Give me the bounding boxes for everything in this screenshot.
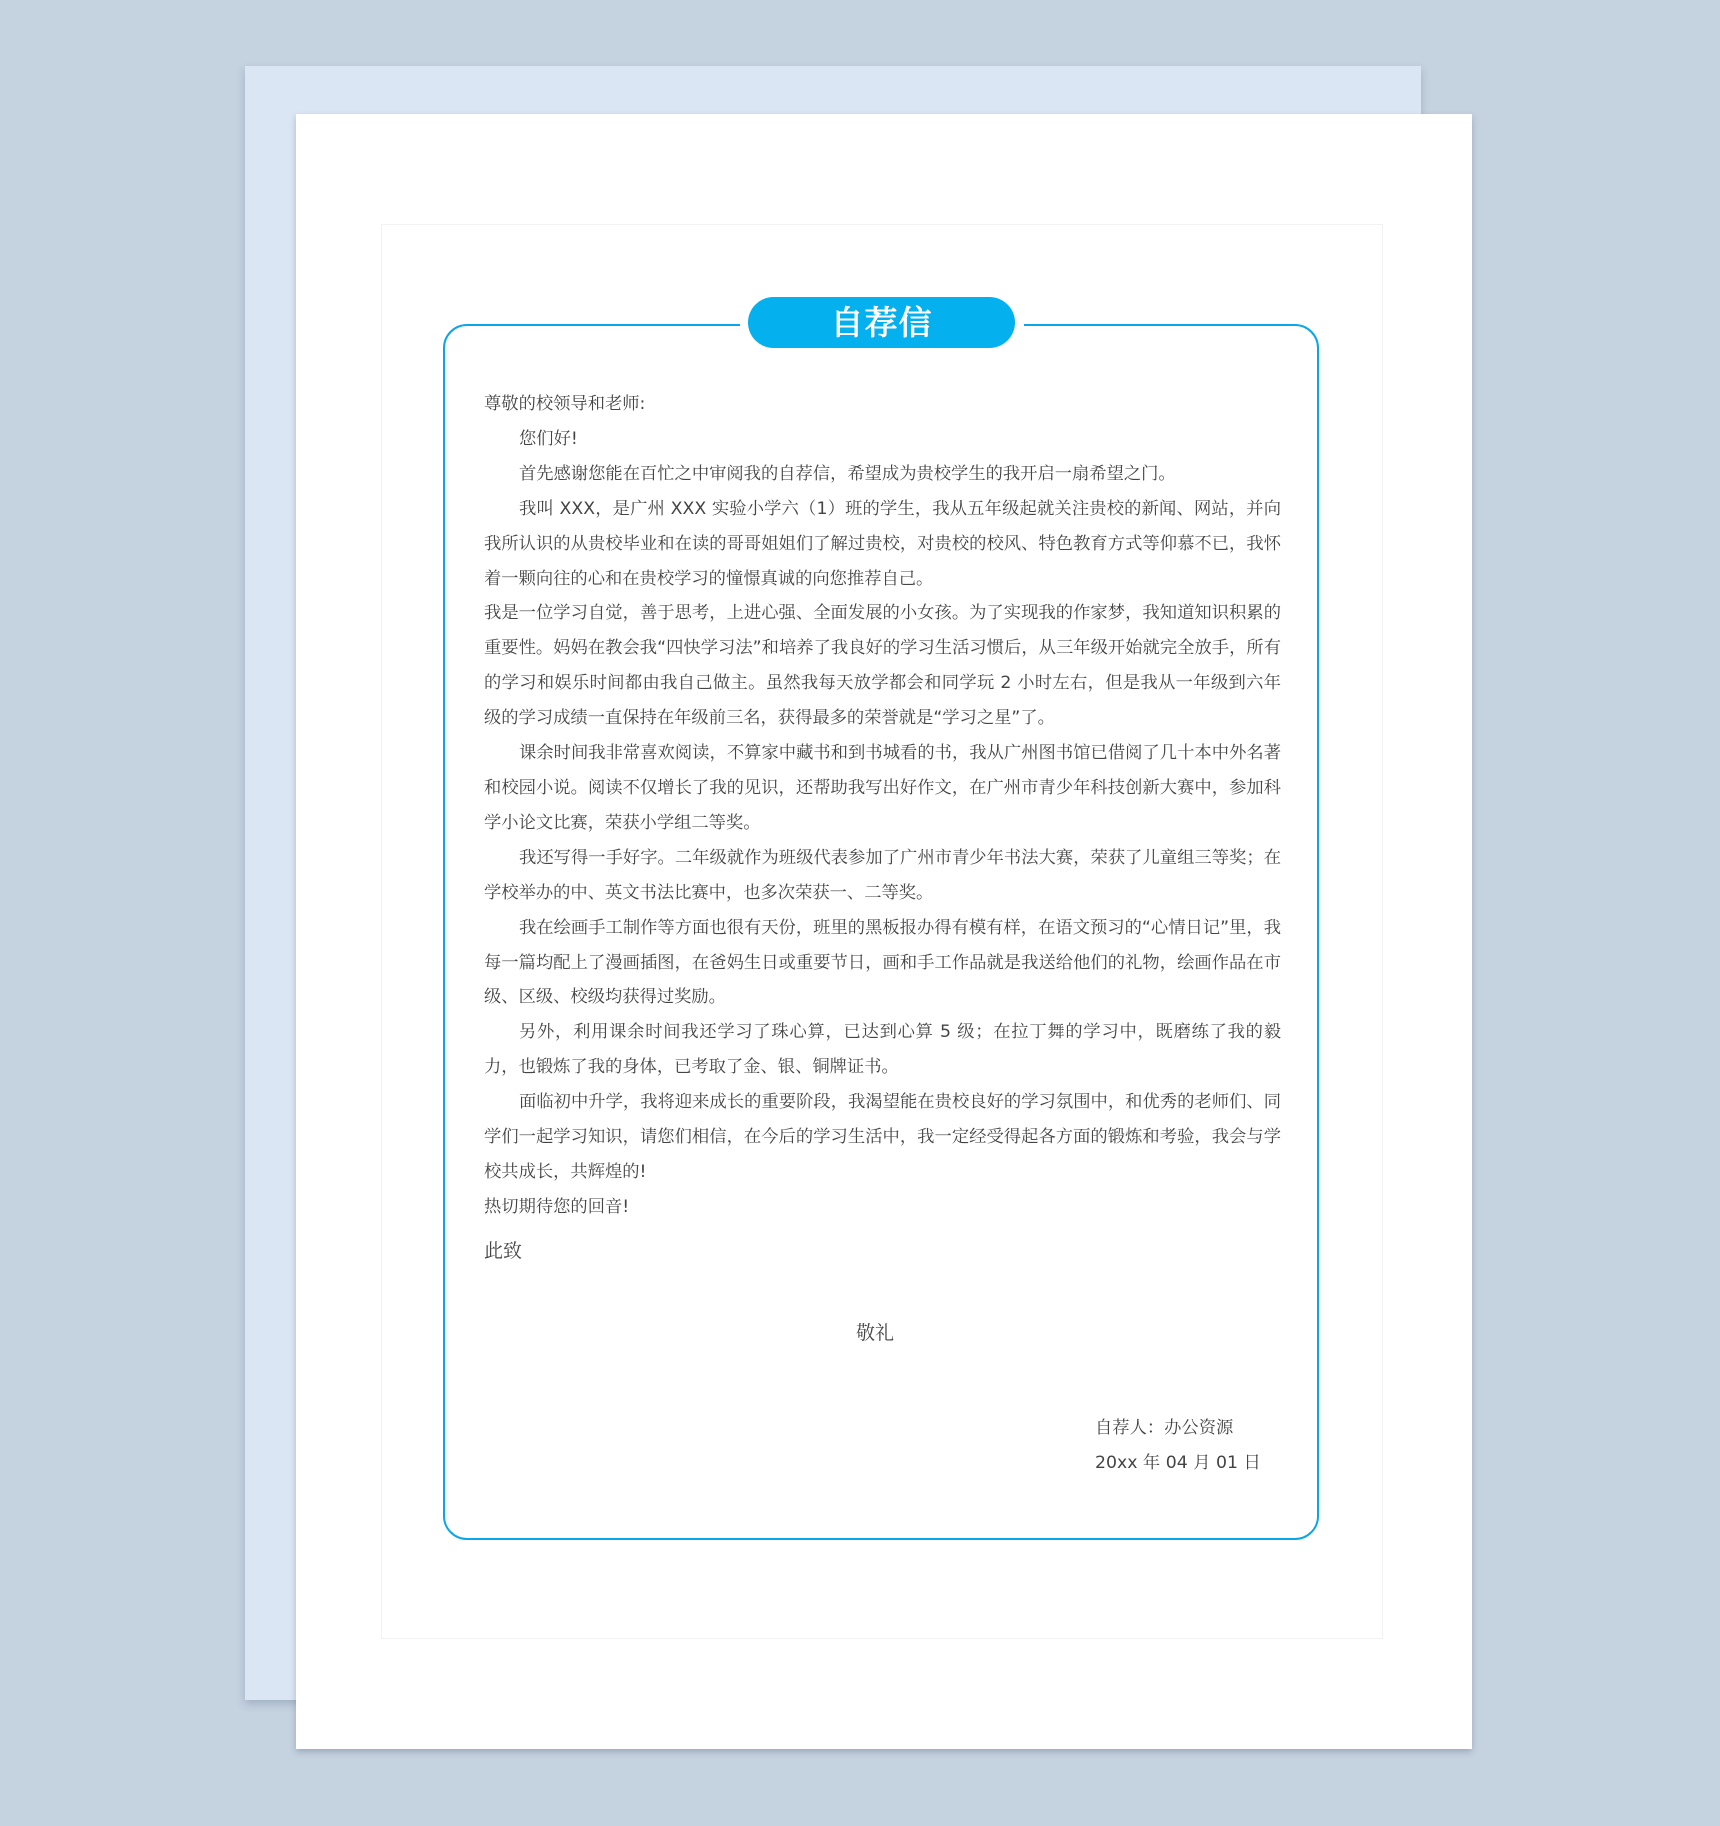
paragraph: 另外，利用课余时间我还学习了珠心算，已达到心算 5 级；在拉丁舞的学习中，既磨练了我的毅力，也锻炼了我的身体，已考取了金、银、铜牌证书。 [484,1022,1281,1078]
paragraph: 我还写得一手好字。二年级就作为班级代表参加了广州市青少年书法大赛，荣获了儿童组三等奖；在学校举办的中、英文书法比赛中，也多次荣获一、二等奖。 [484,847,1281,903]
signature-date: 20xx 年 04 月 01 日 [1095,1453,1261,1473]
greeting: 尊敬的校领导和老师: [484,394,646,414]
paragraph: 课余时间我非常喜欢阅读，不算家中藏书和到书城看的书，我从广州图书馆已借阅了几十本中外名著和校园小说。阅读不仅增长了我的见识，还帮助我写出好作文，在广州市青少年科技创新大赛中，参加科学小论文比赛，荣获小学组二等奖。 [484,743,1281,833]
paragraph: 热切期待您的回音! [484,1196,630,1217]
paragraph: 我在绘画手工制作等方面也很有天份，班里的黑板报办得有模有样，在语文预习的“心情日记”里，我每一篇均配上了漫画插图，在爸妈生日或重要节日，画和手工作品就是我送给他们的礼物，绘画作品在市级、区级、校级均获得过奖励。 [484,917,1281,1008]
letter-body [484,387,1281,1225]
paragraph: 首先感谢您能在百忙之中审阅我的自荐信，希望成为贵校学生的我开启一扇希望之门。 [519,463,1176,484]
closing: 此致 [484,1240,523,1262]
page-title: 自荐信 [748,297,1015,348]
paragraph: 面临初中升学，我将迎来成长的重要阶段，我渴望能在贵校良好的学习氛围中，和优秀的老师们、同学们一起学习知识，请您们相信，在今后的学习生活中，我一定经受得起各方面的锻炼和考验，我会与学校共成长，共辉煌的! [484,1092,1281,1182]
signature-block [1095,1411,1261,1481]
salute: 敬礼 [855,1322,894,1344]
signature-name: 自荐人：办公资源 [1095,1418,1234,1438]
paragraph: 我是一位学习自觉，善于思考，上进心强、全面发展的小女孩。为了实现我的作家梦，我知道知识积累的重要性。妈妈在教会我“四快学习法”和培养了我良好的学习生活习惯后，从三年级开始就完全放手，所有的学习和娱乐时间都由我自己做主。虽然我每天放学都会和同学玩 2 小时左右，但是我从一年级到六年级的学习成绩一直保持在年级前三名，获得最多的荣誉就是“学习之星”了。 [484,603,1281,729]
paragraph: 我叫 XXX，是广州 XXX 实验小学六（1）班的学生，我从五年级起就关注贵校的新闻、网站，并向我所认识的从贵校毕业和在读的哥哥姐姐们了解过贵校，对贵校的校风、特色教育方式等仰慕不已，我怀着一颗向往的心和在贵校学习的憧憬真诚的向您推荐自己。 [484,498,1281,589]
paragraph: 您们好! [519,428,578,449]
